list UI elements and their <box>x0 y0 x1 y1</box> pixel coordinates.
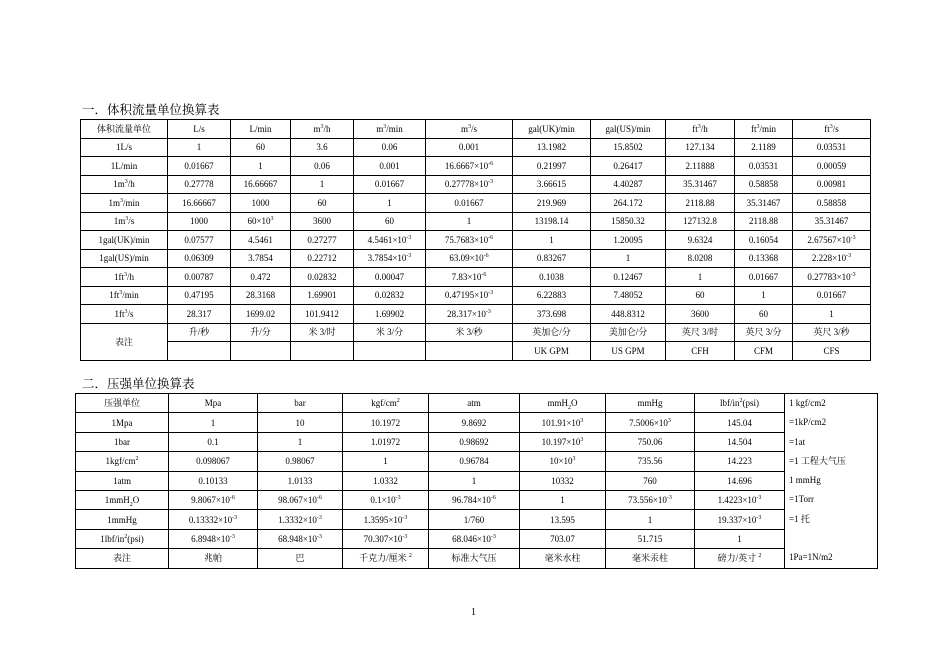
row-label: $1m^3/s$ <box>81 212 168 231</box>
table-row <box>81 212 871 231</box>
notes-label: 表注 <box>81 323 168 360</box>
header-cell: L/min <box>231 120 291 139</box>
table-cell: 0.00981 <box>793 175 871 194</box>
table-cell: 127.134 <box>666 138 735 157</box>
table-cell: 0.01667 <box>426 194 513 213</box>
table-cell: 1/760 <box>429 510 520 529</box>
note-cell-en <box>231 342 291 361</box>
table-cell: 8.0208 <box>666 249 735 268</box>
table-cell: 0.13368 <box>735 249 793 268</box>
header-cell: mmHg <box>606 394 695 413</box>
table-cell: 13.595 <box>520 510 606 529</box>
table-cell: 0.06 <box>354 138 426 157</box>
table-header-row <box>81 120 871 139</box>
table-cell: $1.4223\times 10^{-3}$ <box>695 491 785 510</box>
table-cell: 1 <box>426 212 513 231</box>
table-cell: 10332 <box>520 471 606 490</box>
header-cell: lbf/$in^2(psi)$ <box>695 394 785 413</box>
volume-flow-title: 一．体积流量单位换算表 <box>82 103 220 117</box>
note-cell-en <box>354 342 426 361</box>
table-cell: 1.01972 <box>343 432 429 451</box>
table-row <box>76 432 878 451</box>
table-cell: 0.83267 <box>513 249 591 268</box>
table-cell: $68.046\times 10^{-3}$ <box>429 529 520 548</box>
table-cell: 0.01667 <box>793 286 871 305</box>
table-cell: 4.5461 <box>231 231 291 250</box>
table-cell: 0.58858 <box>735 175 793 194</box>
table-cell: 1 <box>606 510 695 529</box>
header-cell: Mpa <box>169 394 258 413</box>
note-cell-en <box>426 342 513 361</box>
table-cell: 0.96784 <box>429 452 520 471</box>
table-row <box>76 529 878 548</box>
table-cell: 1 <box>168 138 231 157</box>
table-cell: 2.11888 <box>666 157 735 176</box>
table-cell: 1 <box>429 471 520 490</box>
table-cell: 0.01667 <box>354 175 426 194</box>
table-cell: 1.0133 <box>258 471 343 490</box>
table-cell: 3600 <box>666 305 735 324</box>
page-number: 1 <box>471 607 476 618</box>
note-cell: 兆帕 <box>169 549 258 568</box>
table-cell: 0.01667 <box>735 268 793 287</box>
table-cell: 0.98692 <box>429 432 520 451</box>
table-cell: $75.7683\times 10^{-6}$ <box>426 231 513 250</box>
table-cell: 0.03531 <box>793 138 871 157</box>
table-cell: $98.067\times 10^{-6}$ <box>258 491 343 510</box>
table-cell: $73.556\times 10^{-3}$ <box>606 491 695 510</box>
table-cell: 0.00059 <box>793 157 871 176</box>
note-cell: 英加仑/分 <box>513 323 591 342</box>
table-row <box>81 175 871 194</box>
table-cell: 4.40287 <box>591 175 666 194</box>
table-cell: 15.8502 <box>591 138 666 157</box>
row-label: 1L/min <box>81 157 168 176</box>
table-cell: 1 <box>793 305 871 324</box>
table-cell: $7.5006\times 10^3$ <box>606 413 695 432</box>
table-cell: 0.21997 <box>513 157 591 176</box>
table-cell: 1 <box>343 452 429 471</box>
table-cell: 14.223 <box>695 452 785 471</box>
table-row <box>76 413 878 432</box>
header-cell: atm <box>429 394 520 413</box>
header-cell: 体积流量单位 <box>81 120 168 139</box>
table-cell: 750.06 <box>606 432 695 451</box>
table-cell: 1 <box>291 175 354 194</box>
table-cell: $28.317\times 10^{-3}$ <box>426 305 513 324</box>
table-cell: 60 <box>735 305 793 324</box>
table-row <box>81 157 871 176</box>
row-label: $1ft^3/\min$ <box>81 286 168 305</box>
table-cell: $10.197\times 10^3$ <box>520 432 606 451</box>
table-cell: 14.504 <box>695 432 785 451</box>
note-cell-en: US GPM <box>591 342 666 361</box>
notes-row-en <box>81 342 871 361</box>
table-row <box>81 138 871 157</box>
table-cell: 735.56 <box>606 452 695 471</box>
note-cell: 英尺 3/时 <box>666 323 735 342</box>
table-cell: 0.02832 <box>354 286 426 305</box>
table-cell: 14.696 <box>695 471 785 490</box>
header-cell: $m^3/s$ <box>426 120 513 139</box>
table-cell: 0.98067 <box>258 452 343 471</box>
table-cell: 1 <box>258 432 343 451</box>
table-cell: $2.228\times 10^{-3}$ <box>793 249 871 268</box>
row-label: $1m^3/h$ <box>81 175 168 194</box>
table-cell: $0.1\times 10^{-3}$ <box>343 491 429 510</box>
table-cell: 0.00047 <box>354 268 426 287</box>
table-cell: 0.001 <box>426 138 513 157</box>
table-cell: 373.698 <box>513 305 591 324</box>
row-label: $1ft^3/s$ <box>81 305 168 324</box>
table-cell: $0.27783\times 10^{-3}$ <box>793 268 871 287</box>
table-cell: 1.69902 <box>354 305 426 324</box>
note-cell-en: CFH <box>666 342 735 361</box>
volume-flow-table <box>80 119 871 361</box>
table-cell: 16.66667 <box>168 194 231 213</box>
table-cell: $19.337\times 10^{-3}$ <box>695 510 785 529</box>
note-cell: 磅力/英寸 $^2$ <box>695 549 785 568</box>
table-cell: 1 <box>520 491 606 510</box>
table-cell: 145.04 <box>695 413 785 432</box>
table-cell: 0.098067 <box>169 452 258 471</box>
note-cell: 美加仑/分 <box>591 323 666 342</box>
table-cell: 0.00787 <box>168 268 231 287</box>
table-cell: 1 <box>695 529 785 548</box>
table-cell: 1000 <box>231 194 291 213</box>
table-cell: 60 <box>666 286 735 305</box>
table-cell: $9.8067\times 10^{-6}$ <box>169 491 258 510</box>
table-cell: 0.01667 <box>168 157 231 176</box>
table-row <box>81 194 871 213</box>
table-cell: 60 <box>354 212 426 231</box>
header-cell: bar <box>258 394 343 413</box>
note-cell: 米 3/时 <box>291 323 354 342</box>
table-cell: $101.91\times 10^3$ <box>520 413 606 432</box>
table-cell: $3.7854\times 10^{-3}$ <box>354 249 426 268</box>
note-cell: 米 3/分 <box>354 323 426 342</box>
table-cell: 0.58858 <box>793 194 871 213</box>
header-cell: $ft^3/\min$ <box>735 120 793 139</box>
table-cell: 0.001 <box>354 157 426 176</box>
note-cell: 毫米水柱 <box>520 549 606 568</box>
table-cell: 1000 <box>168 212 231 231</box>
table-cell: 1.69901 <box>291 286 354 305</box>
table-cell: 3.66615 <box>513 175 591 194</box>
table-cell: 3600 <box>291 212 354 231</box>
header-cell: L/s <box>168 120 231 139</box>
note-cell: 千克力/厘米 $^2$ <box>343 549 429 568</box>
table-cell: $6.8948\times 10^{-3}$ <box>169 529 258 548</box>
table-cell: 760 <box>606 471 695 490</box>
table-cell: 1 <box>169 413 258 432</box>
row-label: 1L/s <box>81 138 168 157</box>
note-cell-en <box>168 342 231 361</box>
table-cell: 1 <box>591 249 666 268</box>
pressure-side-notes: 1 kgf/cm2 =1kP/cm2 =1at =1 工程大气压 1 mmHg =1Torr =1 托 1Pa=1N/m2 <box>785 394 878 569</box>
row-label: 1gal(US)/min <box>81 249 168 268</box>
table-cell: 0.12467 <box>591 268 666 287</box>
table-cell: $4.5461\times 10^{-3}$ <box>354 231 426 250</box>
table-cell: 2118.88 <box>666 194 735 213</box>
table-cell: 448.8312 <box>591 305 666 324</box>
table-row <box>81 249 871 268</box>
table-cell: 127132.8 <box>666 212 735 231</box>
table-cell: $0.47195\times 10^{-3}$ <box>426 286 513 305</box>
table-cell: 3.6 <box>291 138 354 157</box>
table-cell: 10.1972 <box>343 413 429 432</box>
table-cell: 35.31467 <box>666 175 735 194</box>
table-cell: 0.07577 <box>168 231 231 250</box>
table-row <box>81 268 871 287</box>
table-cell: $63.09\times 10^{-6}$ <box>426 249 513 268</box>
row-label: $1lbf/in^2(psi)$ <box>76 529 169 548</box>
note-cell: 升/秒 <box>168 323 231 342</box>
notes-row <box>81 323 871 342</box>
header-cell: $ft^3/s$ <box>793 120 871 139</box>
notes-row <box>76 549 878 568</box>
table-cell: 28.3168 <box>231 286 291 305</box>
table-cell: 1 <box>231 157 291 176</box>
table-cell: 16.66667 <box>231 175 291 194</box>
table-cell: $68.948\times 10^{-3}$ <box>258 529 343 548</box>
table-cell: 101.9412 <box>291 305 354 324</box>
table-cell: 28.317 <box>168 305 231 324</box>
table-cell: $10\times 10^3$ <box>520 452 606 471</box>
row-label: 1gal(UK)/min <box>81 231 168 250</box>
pressure-table <box>75 393 878 569</box>
table-cell: 219.969 <box>513 194 591 213</box>
table-cell: 0.1 <box>169 432 258 451</box>
note-cell-en: CFM <box>735 342 793 361</box>
row-label: $1kgf/cm^2$ <box>76 452 169 471</box>
row-label: 1mmHg <box>76 510 169 529</box>
table-cell: 0.03531 <box>735 157 793 176</box>
table-row <box>76 471 878 490</box>
table-cell: 60 <box>291 194 354 213</box>
table-cell: 0.10133 <box>169 471 258 490</box>
table-cell: $2.67567\times 10^{-3}$ <box>793 231 871 250</box>
table-cell: 6.22883 <box>513 286 591 305</box>
table-cell: 2.1189 <box>735 138 793 157</box>
table-cell: 2118.88 <box>735 212 793 231</box>
table-row <box>76 452 878 471</box>
header-cell: $m^3/h$ <box>291 120 354 139</box>
table-cell: 0.06 <box>291 157 354 176</box>
note-cell-en: CFS <box>793 342 871 361</box>
note-cell-en <box>291 342 354 361</box>
row-label: 1Mpa <box>76 413 169 432</box>
table-cell: 60 <box>231 138 291 157</box>
table-cell: 35.31467 <box>793 212 871 231</box>
table-cell: 0.26417 <box>591 157 666 176</box>
table-cell: $0.13332\times 10^{-3}$ <box>169 510 258 529</box>
header-cell: 压强单位 <box>76 394 169 413</box>
table-cell: 0.472 <box>231 268 291 287</box>
table-cell: 0.02832 <box>291 268 354 287</box>
table-cell: 264.172 <box>591 194 666 213</box>
table-cell: 7.48052 <box>591 286 666 305</box>
pressure-title: 二．压强单位换算表 <box>82 377 195 391</box>
notes-label: 表注 <box>76 549 169 568</box>
note-cell: 毫米汞柱 <box>606 549 695 568</box>
note-cell: 标准大气压 <box>429 549 520 568</box>
table-cell: 0.16054 <box>735 231 793 250</box>
table-cell: $0.27778\times 10^{-3}$ <box>426 175 513 194</box>
table-cell: 9.8692 <box>429 413 520 432</box>
table-cell: 10 <box>258 413 343 432</box>
note-cell-en: UK GPM <box>513 342 591 361</box>
table-cell: 51.715 <box>606 529 695 548</box>
table-cell: 1 <box>666 268 735 287</box>
table-row <box>76 510 878 529</box>
note-cell: 英尺 3/分 <box>735 323 793 342</box>
table-cell: $70.307\times 10^{-3}$ <box>343 529 429 548</box>
table-cell: 0.06309 <box>168 249 231 268</box>
table-row <box>81 286 871 305</box>
header-cell: $ft^3/h$ <box>666 120 735 139</box>
table-cell: 1 <box>513 231 591 250</box>
table-cell: 13.1982 <box>513 138 591 157</box>
note-cell: 巴 <box>258 549 343 568</box>
table-cell: $96.784\times 10^{-6}$ <box>429 491 520 510</box>
note-cell: 英尺 3/秒 <box>793 323 871 342</box>
table-header-row <box>76 394 878 413</box>
table-row <box>76 491 878 510</box>
header-cell: mmH$_2$O <box>520 394 606 413</box>
table-cell: 9.6324 <box>666 231 735 250</box>
table-cell: 35.31467 <box>735 194 793 213</box>
table-cell: 3.7854 <box>231 249 291 268</box>
table-cell: 15850.32 <box>591 212 666 231</box>
table-cell: 0.27277 <box>291 231 354 250</box>
note-cell: 升/分 <box>231 323 291 342</box>
table-row <box>81 231 871 250</box>
table-cell: 13198.14 <box>513 212 591 231</box>
row-label: $1ft^3/h$ <box>81 268 168 287</box>
table-cell: 703.07 <box>520 529 606 548</box>
table-cell: $1.3332\times 10^{-3}$ <box>258 510 343 529</box>
table-cell: 1.0332 <box>343 471 429 490</box>
header-cell: gal(UK)/min <box>513 120 591 139</box>
header-cell: gal(US)/min <box>591 120 666 139</box>
row-label: 1atm <box>76 471 169 490</box>
table-cell: $16.6667\times 10^{-6}$ <box>426 157 513 176</box>
note-cell: 米 3/秒 <box>426 323 513 342</box>
table-cell: 1699.02 <box>231 305 291 324</box>
table-cell: 1.20095 <box>591 231 666 250</box>
table-cell: 0.27778 <box>168 175 231 194</box>
table-cell: 0.47195 <box>168 286 231 305</box>
row-label: 1bar <box>76 432 169 451</box>
table-cell: 1 <box>354 194 426 213</box>
table-cell: $7.83\times 10^{-6}$ <box>426 268 513 287</box>
row-label: 1mmH$_2$O <box>76 491 169 510</box>
table-cell: 1 <box>735 286 793 305</box>
header-cell: $m^3/\min$ <box>354 120 426 139</box>
table-cell: 0.22712 <box>291 249 354 268</box>
table-cell: $1.3595\times 10^{-3}$ <box>343 510 429 529</box>
table-cell: 0.1038 <box>513 268 591 287</box>
table-row <box>81 305 871 324</box>
table-cell: $60\times 10^3$ <box>231 212 291 231</box>
header-cell: kgf/$cm^2$ <box>343 394 429 413</box>
row-label: $1m^3/\min$ <box>81 194 168 213</box>
